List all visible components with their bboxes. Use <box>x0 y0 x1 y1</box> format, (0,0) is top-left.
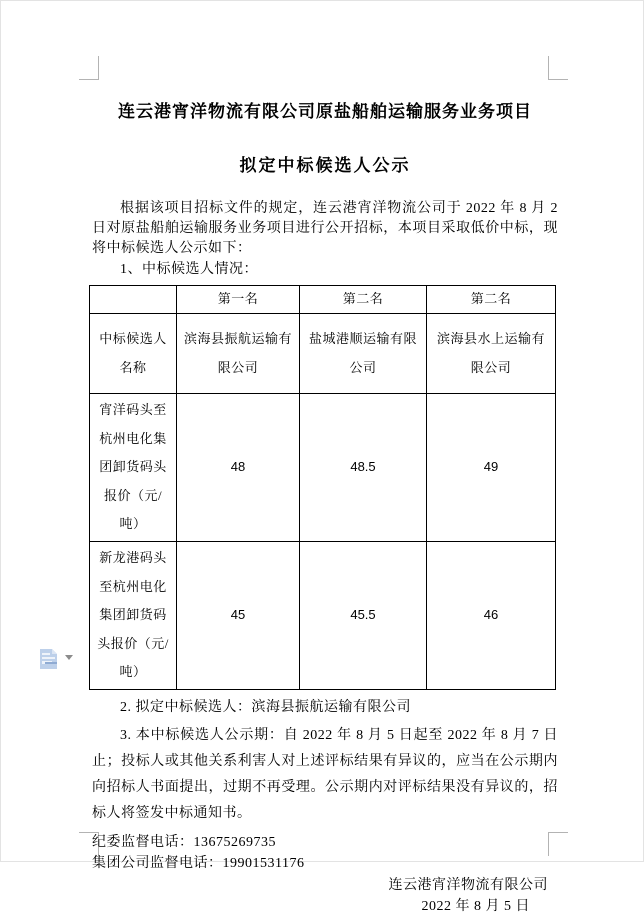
signature-block <box>92 875 558 917</box>
supervision-phones <box>92 832 558 874</box>
price-cell: 45.5 <box>300 541 427 689</box>
chevron-down-icon[interactable] <box>65 655 73 660</box>
intro-paragraph: 根据该项目招标文件的规定，连云港宵洋物流公司于 2022 年 8 月 2 日对原盐船舶运输服务业务项目进行公开招标，本项目采取低价中标，现将中标候选人公示如下： <box>92 201 558 256</box>
discipline-phone-line: 纪委监督电话：13675269735 <box>92 834 276 850</box>
candidate-3-name: 滨海县水上运输有限公司 <box>427 314 556 394</box>
price-row-xinlonggang-wharf <box>90 541 556 689</box>
bid-candidates-table <box>89 285 556 690</box>
price-row-xiaoyang-wharf <box>90 394 556 542</box>
group-phone-line: 集团公司监督电话：19901531176 <box>92 855 305 871</box>
candidate-name-row <box>90 314 556 394</box>
signature-date: 2022 年 8 月 5 日 <box>421 898 530 914</box>
row-label-xiaoyang-price: 宵洋码头至杭州电化集团卸货码头报价（元/吨） <box>90 394 177 542</box>
document-content <box>92 1 558 917</box>
row-label-xinlonggang-price: 新龙港码头至杭州电化集团卸货码头报价（元/吨） <box>90 541 177 689</box>
proposed-winner-line: 2. 拟定中标候选人：滨海县振航运输有限公司 <box>120 699 411 715</box>
document-title-line1: 连云港宵洋物流有限公司原盐船舶运输服务业务项目 <box>118 102 532 121</box>
price-cell: 46 <box>427 541 556 689</box>
price-cell: 48.5 <box>300 394 427 542</box>
signature-company: 连云港宵洋物流有限公司 <box>388 877 548 893</box>
rank-header-second: 第二名 <box>300 286 427 314</box>
document-title-line2: 拟定中标候选人公示 <box>239 156 411 175</box>
table-corner-cell <box>90 286 177 314</box>
price-cell: 48 <box>177 394 300 542</box>
section1-heading: 1、中标候选人情况： <box>120 262 258 277</box>
table-header-row <box>90 286 556 314</box>
paste-options-button[interactable] <box>38 647 76 673</box>
price-cell: 45 <box>177 541 300 689</box>
rank-header-third: 第二名 <box>427 286 556 314</box>
candidate-2-name: 盐城港顺运输有限公司 <box>300 314 427 394</box>
rank-header-first: 第一名 <box>177 286 300 314</box>
publicity-period-paragraph: 3. 本中标候选人公示期：自 2022 年 8 月 5 日起至 2022 年 8 月 7 日止；投标人或其他关系利害人对上述评标结果有异议的，应当在公示期内向招标人书面提出，过期不再受理。公示期内对评标结果没有异议的，招标人将签发中标通知书。 <box>92 727 558 821</box>
candidate-1-name: 滨海县振航运输有限公司 <box>177 314 300 394</box>
row-label-candidate-name: 中标候选人名称 <box>90 314 177 394</box>
price-cell: 49 <box>427 394 556 542</box>
